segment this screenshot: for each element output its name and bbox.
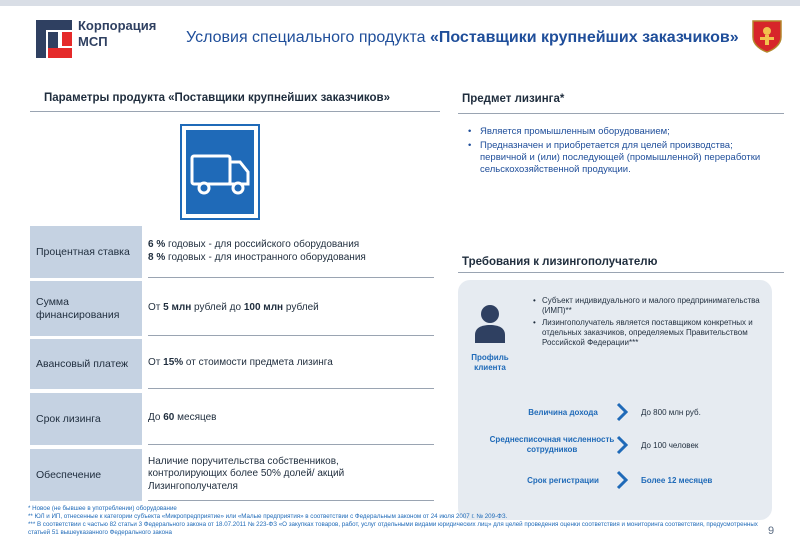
requirements-list [532, 296, 768, 350]
chevron-right-icon [616, 402, 628, 422]
param-value: 6 % годовых - для российского оборудования 8 % годовых - для иностранного оборудования [148, 226, 434, 278]
page-title-bold: «Поставщики крупнейших заказчиков» [429, 29, 739, 46]
param-label: Сумма финансирования [30, 281, 142, 336]
param-label: Срок лизинга [30, 393, 142, 445]
truck-icon [186, 130, 254, 214]
subject-list [466, 126, 782, 178]
param-row-advance [30, 339, 434, 389]
param-row-rate [30, 226, 434, 278]
footnotes [28, 505, 775, 537]
moscow-region-emblem-icon [751, 17, 783, 53]
logo-line1: Корпорация [78, 18, 157, 33]
kv-value-registration: Более 12 месяцев [641, 476, 713, 485]
list-item: • Является промышленным оборудованием; [466, 126, 782, 138]
list-item: • Субъект индивидуального и малого предпринимательства (ИМП)** [532, 296, 768, 316]
page-title-prefix: Условия специального продукта [186, 29, 430, 46]
list-item: • Предназначен и приобретается для целей производства; первичной и (или) последующей (промышленной) переработки сельскохозяйственной продукции. [466, 140, 782, 176]
logo-text [78, 18, 156, 50]
param-label: Обеспечение [30, 449, 142, 501]
logo-line2: МСП [78, 34, 108, 49]
footnote: ** ЮЛ и ИП, отнесенные к категории субъекта «Микропредприятие» или «Малые предприятия» в соответствии с Федеральным законом от 24 июля 2007 г. № 209-ФЗ. [28, 513, 508, 520]
requirements-title: Требования к лизингополучателю [462, 256, 658, 268]
top-bar [0, 0, 800, 6]
footnote: *** В соответствии с частью 82 статьи 3 Федерального закона от 18.07.2011 № 223-ФЗ «О закупках товаров, работ, услуг отдельными видами юридических лиц» для целей проведения оценки соответствия и мониторинга соответствия, предусмотренных статьей 51 вышеуказанного Федерального закона [28, 521, 758, 536]
param-label: Авансовый платеж [30, 339, 142, 389]
chevron-right-icon [616, 470, 628, 490]
kv-key-income: Величина дохода [528, 408, 598, 417]
params-divider [30, 111, 440, 112]
page-title [186, 29, 739, 47]
param-row-term [30, 393, 434, 445]
product-icon-frame [180, 124, 260, 220]
profile-label: Профиль клиента [471, 353, 509, 372]
user-icon [473, 303, 507, 343]
params-title: Параметры продукта «Поставщики крупнейших заказчиков» [44, 92, 390, 104]
footnote: * Новое (не бывшее в употреблении) оборудование [28, 505, 177, 512]
param-row-amount [30, 281, 434, 336]
product-icon-bg [186, 130, 254, 214]
param-value: Наличие поручительства собственников, контролирующих более 50% долей/ акций Лизингополучателя [148, 449, 434, 501]
subject-divider [458, 113, 784, 114]
kv-key-employees: Среднесписочная численность сотрудников [489, 435, 615, 454]
param-value: До 60 месяцев [148, 393, 434, 445]
kv-key-registration: Срок регистрации [527, 476, 599, 485]
param-row-security [30, 449, 434, 501]
kv-value-income: До 800 млн руб. [641, 408, 701, 417]
page-number: 9 [768, 525, 775, 537]
param-label: Процентная ставка [30, 226, 142, 278]
kv-value-employees: До 100 человек [641, 441, 699, 450]
subject-title: Предмет лизинга* [462, 93, 565, 105]
list-item: • Лизингополучатель является поставщиком конкретных и отдельных заказчиков, определяемых Правительством Российской Федерации*** [532, 318, 768, 348]
chevron-right-icon [616, 435, 628, 455]
requirements-divider [458, 272, 784, 273]
param-value: От 15% от стоимости предмета лизинга [148, 339, 434, 389]
param-value: От 5 млн рублей до 100 млн рублей [148, 281, 434, 336]
